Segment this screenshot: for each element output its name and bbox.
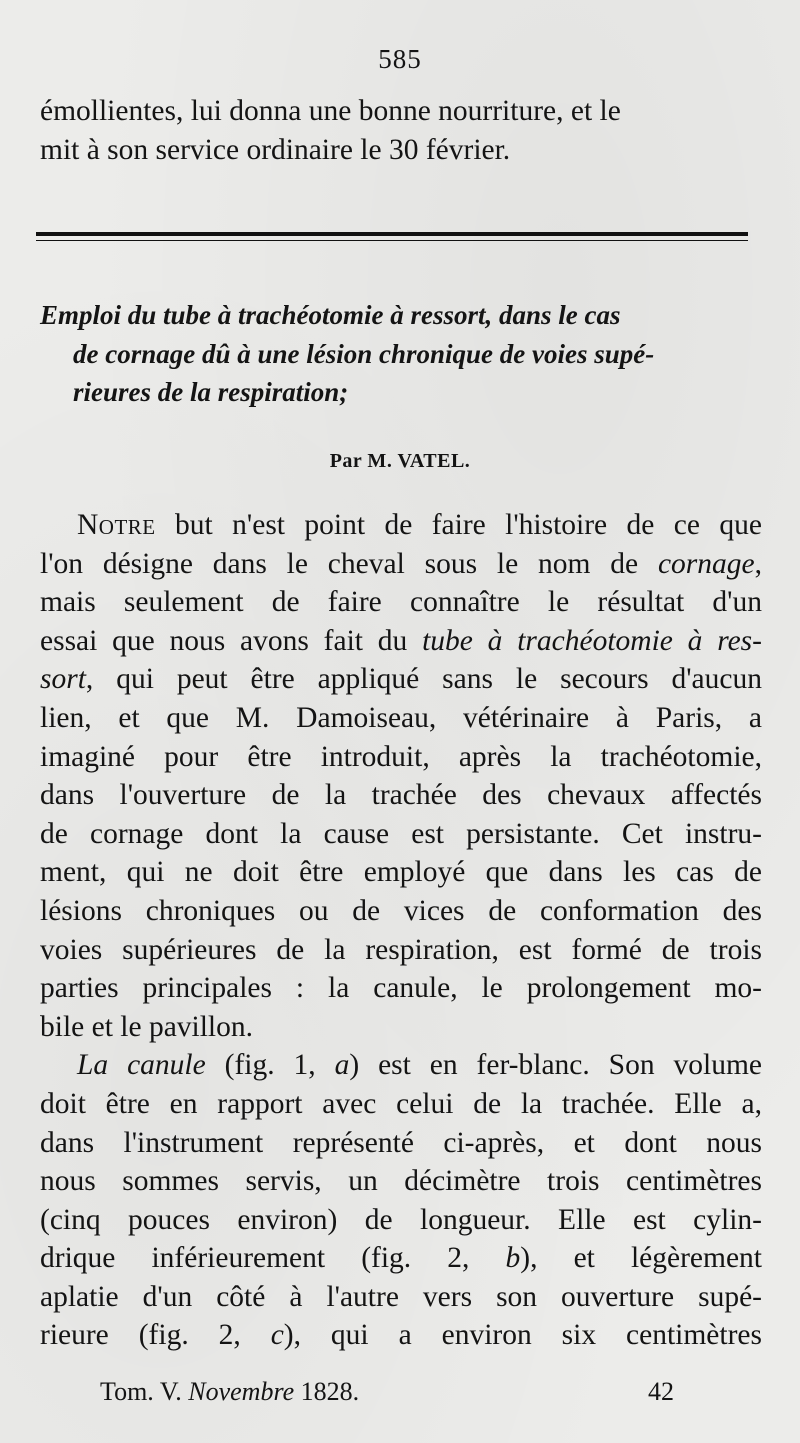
body-line: bile et le pavillon. [40,1010,253,1043]
drop-word: Notre [77,509,156,541]
body-line: rieure (fig. 2, c), qui a environ six centimètres [40,1319,762,1352]
body-line: doit être en rapport avec celui de la trachée. Elle a, [40,1087,762,1120]
body-line: La canule (fig. 1, a) est en fer-blanc. Son volume [77,1049,762,1082]
signature-mark: Tom. V. Novembre 1828. [100,1377,360,1406]
body-line: mais seulement de faire connaître le résultat d'un [40,586,762,619]
title-line: Emploi du tube à trachéotomie à ressort, dans le cas [40,300,621,330]
body-line: l'on désigne dans le cheval sous le nom de cornage, [40,547,762,580]
folio-number: 42 [648,1377,674,1406]
body-line: lien, et que M. Damoiseau, vétérinaire à Paris, a [40,701,762,734]
body-line: imaginé pour être introduit, après la trachéotomie, [40,740,762,773]
body-line: drique inférieurement (fig. 2, b), et légèrement [40,1242,762,1275]
body-line: lésions chroniques ou de vices de conformation des [40,894,762,927]
section-rule-thick [36,232,748,236]
body-line: essai que nous avons fait du tube à trachéotomie à res- [40,624,762,657]
title-line: de cornage dû à une lésion chronique de voies supé- [73,338,655,369]
body-line: (cinq pouces environ) de longueur. Elle est cylin- [40,1203,762,1236]
body-line: voies supérieures de la respiration, est formé de trois [40,933,762,966]
body-line: de cornage dont la cause est persistante. Cet instru- [40,817,762,850]
section-rule-thin [36,240,748,241]
intro-line: mit à son service ordinaire le 30 février. [40,133,511,166]
body-line: dans l'ouverture de la trachée des chevaux affectés [40,779,762,812]
body-line: ment, qui ne doit être employé que dans les cas de [40,856,762,889]
page-number: 585 [378,44,422,74]
body-line: sort, qui peut être appliqué sans le secours d'aucun [40,663,762,696]
intro-line: émollientes, lui donna une bonne nourriture, et le [40,95,621,127]
article-byline: Par M. VATEL. [329,450,471,472]
body-line: nous sommes servis, un décimètre trois centimètres [40,1165,762,1198]
body-line: aplatie d'un côté à l'autre vers son ouverture supé- [40,1280,762,1313]
article-title [40,296,762,412]
body-line: Notre but n'est point de faire l'histoire de ce que [77,509,762,541]
page-footer [100,1377,680,1407]
body-line: dans l'instrument représenté ci-après, et dont nous [40,1126,762,1159]
title-line: rieures de la respiration; [73,377,349,407]
article-body [40,506,762,1355]
intro-paragraph [40,92,762,169]
body-line: parties principales : la canule, le prolongement mo- [40,972,762,1005]
